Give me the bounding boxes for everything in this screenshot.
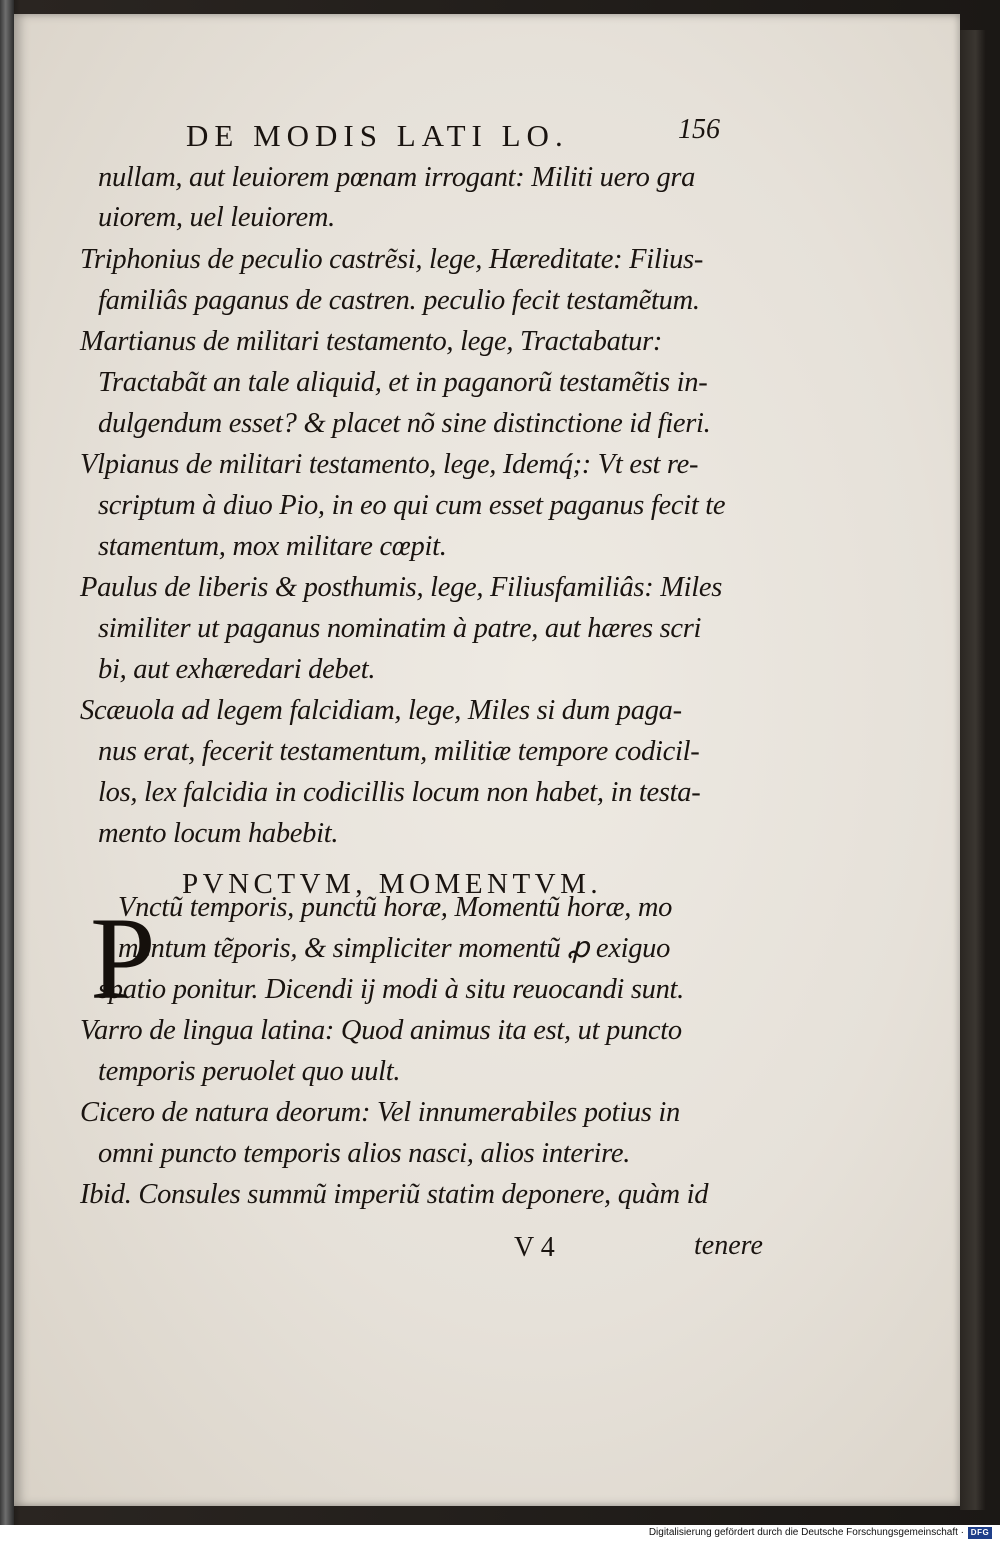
text-line: similiter ut paganus nominatim à patre, aut hæres scri: [98, 613, 702, 644]
text-line: dulgendum esset? & placet nõ sine distinctione id fieri.: [98, 408, 711, 439]
signature-mark: V 4: [514, 1232, 555, 1263]
text-line: Cicero de natura deorum: Vel innumerabiles potius in: [80, 1097, 680, 1128]
text-line: los, lex falcidia in codicillis locum non habet, in testa-: [98, 777, 701, 808]
text-line: omni puncto temporis alios nasci, alios interire.: [98, 1138, 631, 1169]
catchword: tenere: [694, 1230, 763, 1261]
text-line: nus erat, fecerit testamentum, militiæ tempore codicil-: [98, 736, 700, 767]
text-line: temporis peruolet quo uult.: [98, 1056, 401, 1087]
running-head: DE MODIS LATI LO.: [186, 118, 569, 153]
text-line: stamentum, mox militare cœpit.: [98, 531, 447, 562]
book-page: [14, 14, 960, 1506]
text-line: nullam, aut leuiorem pœnam irrogant: Militi uero gra: [98, 162, 696, 193]
text-line: Paulus de liberis & posthumis, lege, Filiusfamiliâs: Miles: [80, 572, 723, 603]
text-line: Vlpianus de militari testamento, lege, Idemq́;: Vt est re-: [80, 449, 699, 480]
text-line: familiâs paganus de castren. peculio fecit testamẽtum.: [98, 285, 700, 316]
page-fore-edge: [960, 30, 986, 1510]
text-line: uiorem, uel leuiorem.: [98, 202, 335, 233]
section-title: PVNCTVM, MOMENTVM.: [182, 868, 603, 900]
text-line: Triphonius de peculio castrẽsi, lege, Hæreditate: Filius-: [80, 244, 704, 275]
text-line: Varro de lingua latina: Quod animus ita est, ut puncto: [80, 1015, 682, 1046]
text-line: spatio ponitur. Dicendi ij modi à situ reuocandi sunt.: [98, 974, 684, 1005]
text-line: mento locum habebit.: [98, 818, 339, 849]
text-line: Martianus de militari testamento, lege, Tractabatur:: [80, 326, 663, 357]
page-number: 156: [678, 114, 720, 145]
text-line: bi, aut exhæredari debet.: [98, 654, 376, 685]
dfg-logo-icon: DFG: [968, 1527, 992, 1539]
footer-credit: Digitalisierung gefördert durch die Deutsche Forschungsgemeinschaft ·: [648, 1527, 964, 1538]
text-line: scriptum à diuo Pio, in eo qui cum esset paganus fecit te: [98, 490, 726, 521]
text-line: Scæuola ad legem falcidiam, lege, Miles si dum paga-: [80, 695, 682, 726]
book-board-edge: [0, 0, 14, 1525]
drop-cap-initial: P: [90, 893, 156, 1024]
text-line: Vnctũ temporis, punctũ horæ, Momentũ horæ, mo: [118, 892, 673, 923]
text-line: Ibid. Consules summũ imperiũ statim deponere, quàm id: [80, 1179, 709, 1210]
text-line: mentum tẽporis, & simpliciter momentũ ꝓ exiguo: [118, 933, 671, 964]
text-line: Tractabãt an tale aliquid, et in paganorũ testamẽtis in-: [98, 367, 708, 398]
